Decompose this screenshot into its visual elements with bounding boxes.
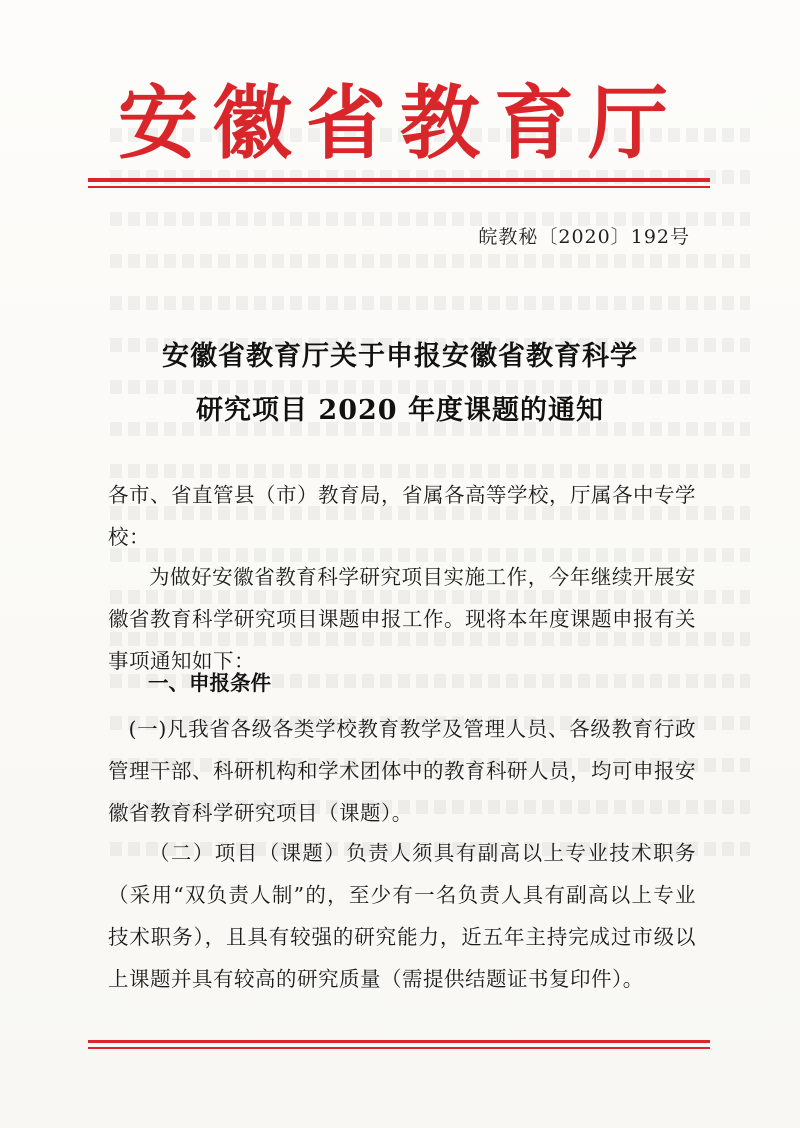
condition-item-1: (一)凡我省各级各类学校教育教学及管理人员、各级教育行政管理干部、科研机构和学术团体中的教育科研人员，均可申报安徽省教育科学研究项目（课题）。 <box>108 717 696 825</box>
condition-item-2: （二）项目（课题）负责人须具有副高以上专业技术职务（采用“双负责人制”的，至少有一名负责人具有副高以上专业技术职务），且具有较强的研究能力，近五年主持完成过市级以上课题并具有较高的研究质量（需提供结题证书复印件）。 <box>108 841 696 991</box>
document-title-line-2: 研究项目 2020 年度课题的通知 <box>196 395 604 426</box>
letterhead-divider-thin <box>88 186 710 188</box>
document-title-line-1: 安徽省教育厅关于申报安徽省教育科学 <box>162 341 638 372</box>
document-number: 皖教秘〔2020〕192号 <box>478 226 690 248</box>
addressee: 各市、省直管县（市）教育局，省属各高等学校，厅属各中专学校： <box>108 483 696 549</box>
letterhead-title: 安徽省教育厅 <box>118 76 682 170</box>
footer-divider-thick <box>88 1040 710 1043</box>
footer-divider-thin <box>88 1047 710 1049</box>
intro-paragraph: 为做好安徽省教育科学研究项目实施工作，今年继续开展安徽省教育科学研究项目课题申报工作。现将本年度课题申报有关事项通知如下： <box>108 565 696 673</box>
letterhead-divider-thick <box>88 178 710 182</box>
section-heading-application-conditions: 一、申报条件 <box>148 671 271 695</box>
